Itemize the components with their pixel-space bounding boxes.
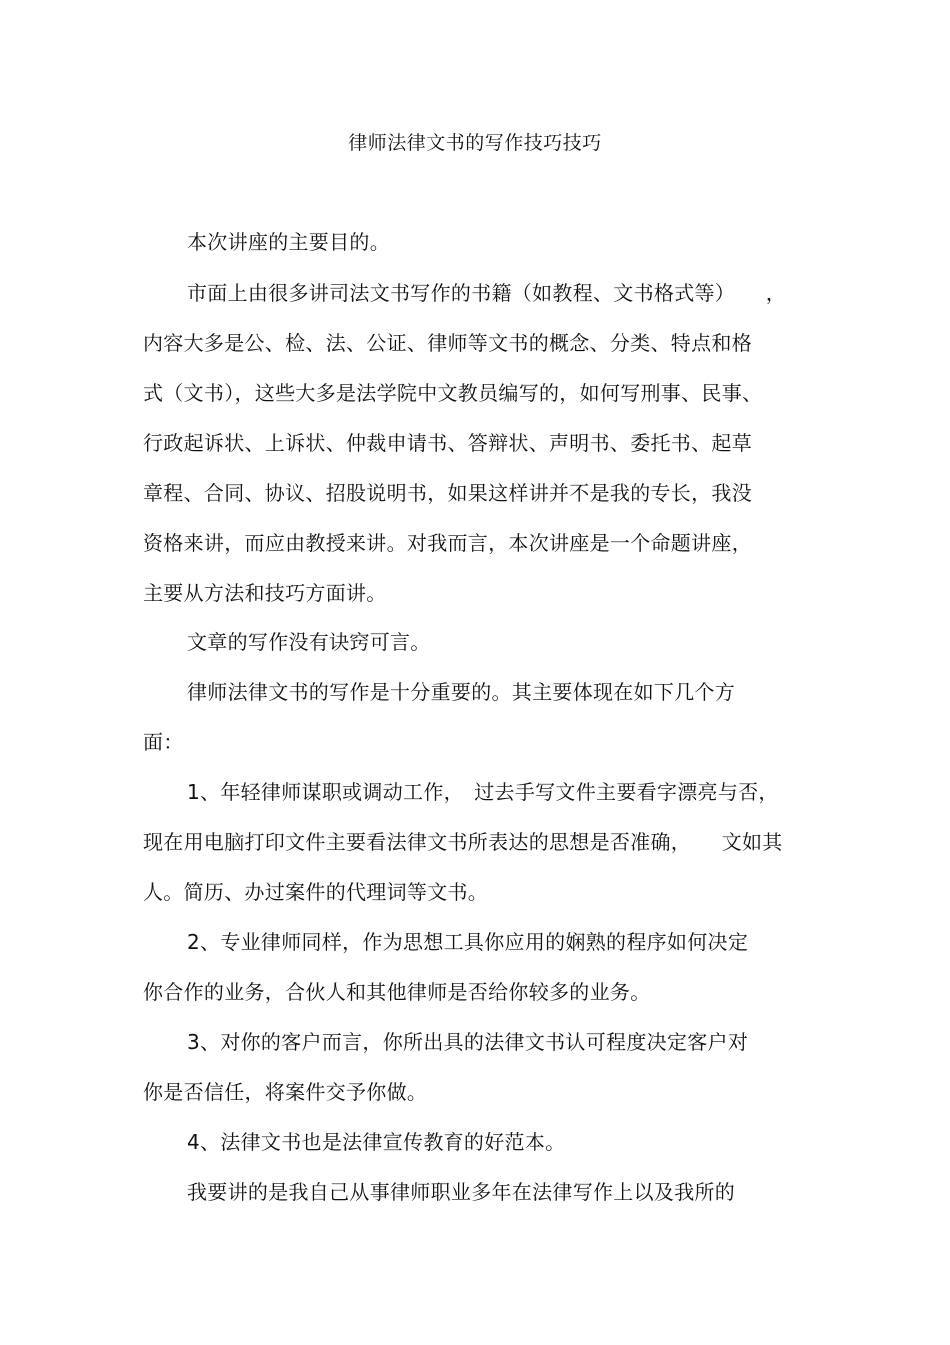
paragraph-line: 章程、合同、协议、招股说明书，如果这样讲并不是我的专长，我没 <box>143 481 752 505</box>
paragraph-line: 律师法律文书的写作是十分重要的。其主要体现在如下几个方 <box>187 680 736 704</box>
paragraph-line: 市面上由很多讲司法文书写作的书籍（如教程、文书格式等） ， <box>187 281 786 305</box>
paragraph-line: 内容大多是公、检、法、公证、律师等文书的概念、分类、特点和格 <box>143 331 752 355</box>
paragraph-line: 文章的写作没有诀窍可言。 <box>187 630 431 654</box>
paragraph-line: 人。简历、办过案件的代理词等文书。 <box>143 880 489 904</box>
document-title: 律师法律文书的写作技巧技巧 <box>348 132 602 154</box>
paragraph-line: 1、年轻律师谋职或调动工作， 过去手写文件主要看字漂亮与否， <box>187 780 779 804</box>
paragraph-line: 3、对你的客户而言，你所出具的法律文书认可程度决定客户对 <box>187 1030 749 1054</box>
paragraph-line: 式（文书），这些大多是法学院中文教员编写的，如何写刑事、民事、 <box>143 381 763 405</box>
paragraph-line: 现在用电脑打印文件主要看法律文书所表达的思想是否准确， 文如其 <box>143 830 783 854</box>
paragraph-line: 4、法律文书也是法律宣传教育的好范本。 <box>187 1130 566 1154</box>
paragraph-line: 面： <box>143 730 184 754</box>
paragraph-line: 你是否信任，将案件交予你做。 <box>143 1080 428 1104</box>
paragraph-line: 我要讲的是我自己从事律师职业多年在法律写作上以及我所的 <box>187 1180 736 1204</box>
paragraph-line: 资格来讲，而应由教授来讲。对我而言，本次讲座是一个命题讲座， <box>143 531 752 555</box>
paragraph-line: 本次讲座的主要目的。 <box>187 230 390 254</box>
paragraph-line: 主要从方法和技巧方面讲。 <box>143 581 387 605</box>
paragraph-line: 行政起诉状、上诉状、仲裁申请书、答辩状、声明书、委托书、起草 <box>143 431 752 455</box>
paragraph-line: 你合作的业务，合伙人和其他律师是否给你较多的业务。 <box>143 980 651 1004</box>
paragraph-line: 2、专业律师同样，作为思想工具你应用的娴熟的程序如何决定 <box>187 930 749 954</box>
